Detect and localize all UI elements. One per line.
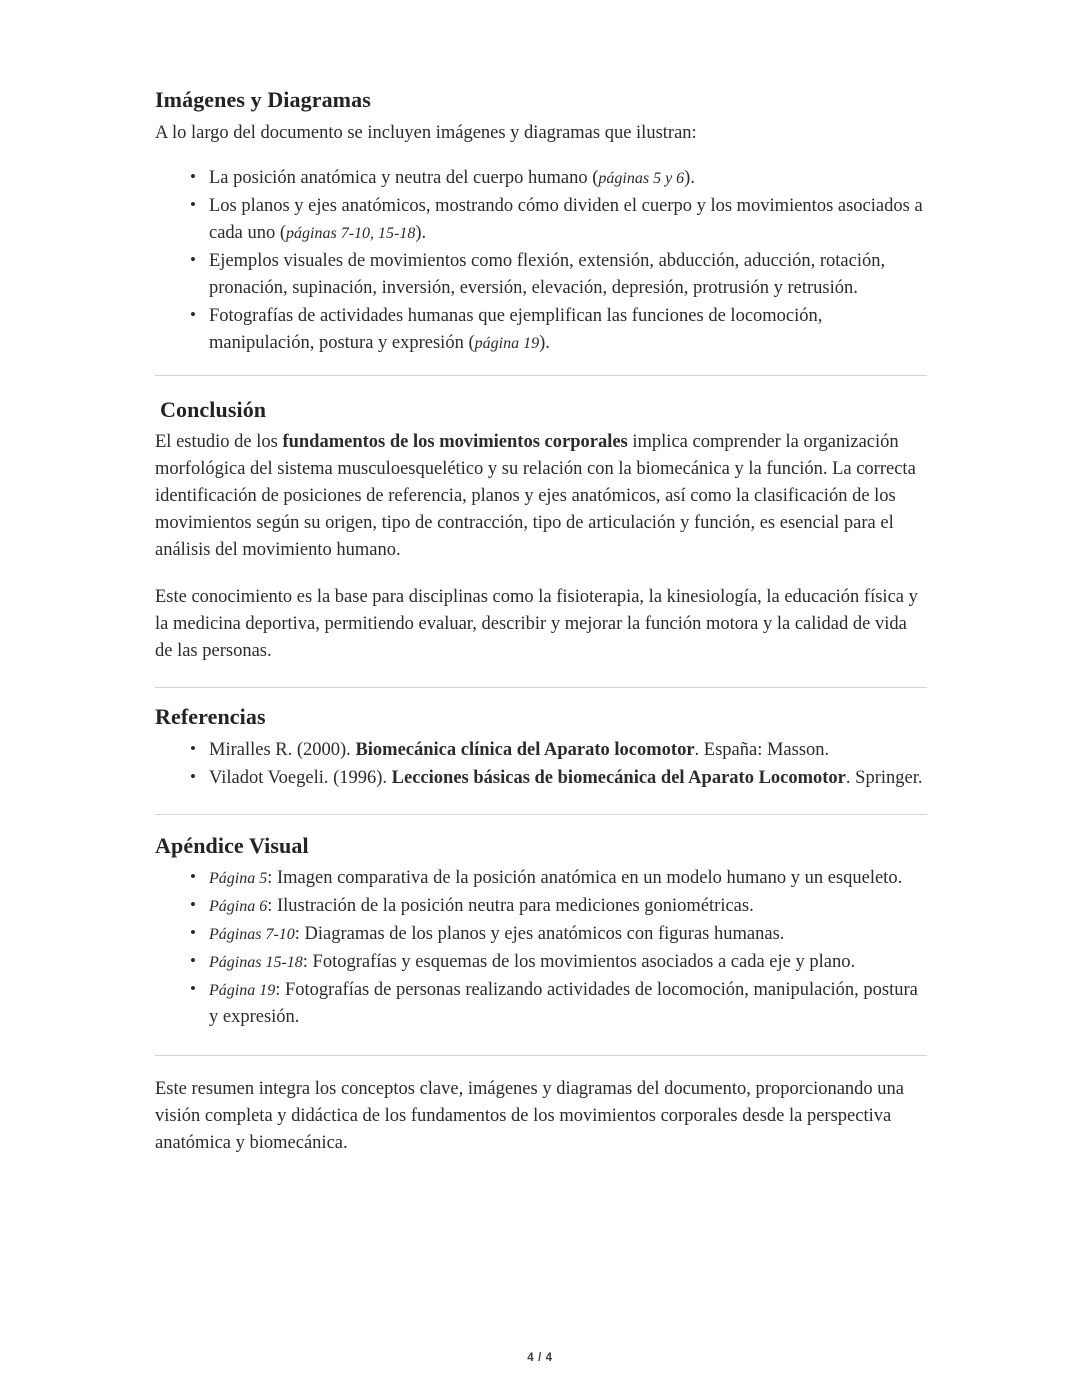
- appendix-text: : Imagen comparativa de la posición anatómica en un modelo humano y un esqueleto.: [267, 868, 903, 888]
- list-item: [155, 303, 927, 357]
- heading-referencias: Referencias: [155, 704, 266, 729]
- list-item: [155, 893, 927, 920]
- list-item: [155, 248, 927, 302]
- bullet-text-suffix: ).: [684, 167, 695, 188]
- page-label: Páginas 15-18: [209, 954, 303, 971]
- horizontal-rule: [155, 687, 927, 688]
- appendix-text: : Fotografías y esquemas de los movimientos asociados a cada eje y plano.: [302, 952, 856, 972]
- page-label: Página 6: [209, 898, 268, 915]
- list-item: [155, 737, 927, 764]
- section-imagenes-y-diagramas: [155, 86, 927, 357]
- closing-paragraph: Este resumen integra los conceptos clave, imágenes y diagramas del documento, proporcionando una visión completa y didáctica de los fundamentos de los movimientos corporales desde la perspectiva anatómica y biomecánica.: [155, 1079, 905, 1153]
- horizontal-rule: [155, 814, 927, 815]
- list-item: [155, 765, 927, 792]
- page-reference: páginas 7-10, 15-18: [286, 224, 416, 242]
- appendix-text: : Diagramas de los planos y ejes anatómicos con figuras humanas.: [294, 924, 785, 944]
- heading-apendice-visual: Apéndice Visual: [155, 832, 309, 858]
- bullet-text-suffix: ).: [539, 332, 550, 353]
- page-label: Página 5: [209, 870, 268, 887]
- bullet-text: Fotografías de actividades humanas que ejemplifican las funciones de locomoción, manipulación, postura y expresión (: [209, 305, 823, 353]
- section-divider-wrap: [155, 687, 927, 688]
- appendix-text: : Fotografías de personas realizando actividades de locomoción, manipulación, postura y expresión.: [209, 980, 918, 1027]
- list-item: [155, 977, 927, 1031]
- page-label: Página 19: [209, 982, 276, 999]
- list-item: [155, 193, 927, 247]
- reference-publisher: . Springer.: [845, 767, 923, 788]
- section-referencias: [155, 703, 927, 792]
- bullet-text: Ejemplos visuales de movimientos como flexión, extensión, abducción, aducción, rotación, pronación, supinación, inversión, eversión, elevación, depresión, protrusión y retrusión.: [209, 250, 886, 298]
- list-item: [155, 865, 927, 892]
- heading-conclusion: Conclusión: [160, 396, 267, 422]
- conclusion-paragraph-2: Este conocimiento es la base para disciplinas como la fisioterapia, la kinesiología, la educación física y la medicina deportiva, permitiendo evaluar, describir y mejorar la función motora y la calidad de vida de las personas.: [155, 587, 918, 661]
- horizontal-rule: [155, 1055, 927, 1056]
- reference-publisher: . España: Masson.: [694, 739, 830, 760]
- page-label: Páginas 7-10: [209, 926, 295, 943]
- bold-term-fundamentos: fundamentos de los movimientos corporales: [282, 432, 628, 452]
- page-reference: páginas 5 y 6: [598, 169, 685, 187]
- section-divider-wrap: [155, 375, 927, 376]
- bullet-text-suffix: ).: [415, 222, 427, 243]
- appendix-text: : Ilustración de la posición neutra para mediciones goniométricas.: [267, 896, 754, 916]
- reference-author: Miralles R. (2000).: [209, 739, 356, 760]
- intro-paragraph-imagenes: A lo largo del documento se incluyen imágenes y diagramas que ilustran:: [155, 122, 697, 143]
- section-conclusion: [155, 396, 927, 666]
- section-apendice-visual: [155, 832, 927, 1032]
- list-item: [155, 165, 927, 192]
- spacer: [155, 147, 927, 161]
- reference-title: Lecciones básicas de biomecánica del Aparato Locomotor: [391, 767, 846, 788]
- bullet-text: Los planos y ejes anatómicos, mostrando cómo dividen el cuerpo y los movimientos asociados a cada uno (: [209, 195, 923, 243]
- heading-imagenes-y-diagramas: Imágenes y Diagramas: [155, 87, 371, 112]
- section-closing: [155, 1076, 927, 1157]
- conclusion-paragraph-1: [155, 429, 927, 564]
- reference-author: Viladot Voegeli. (1996).: [209, 767, 392, 788]
- document-content: [155, 86, 927, 1157]
- paragraph-text-continued: implica comprender la organización morfológica del sistema musculoesquelético y su relación con la biomecánica y la función. La correcta identificación de posiciones de referencia, planos y ejes anatómicos, así como la clasificación de los movimientos según su origen, tipo de contracción, tipo de articulación y función, es esencial para el análisis del movimiento humano.: [155, 432, 916, 560]
- page-reference: página 19: [474, 334, 540, 352]
- section-divider-wrap: [155, 1055, 927, 1056]
- bullet-list-imagenes: [155, 165, 927, 357]
- page-number-footer: 4 / 4: [527, 1352, 553, 1364]
- list-item: [155, 949, 927, 976]
- appendix-list: [155, 865, 927, 1031]
- paragraph-text: El estudio de los: [155, 432, 283, 452]
- section-divider-wrap: [155, 814, 927, 815]
- reference-list: [155, 737, 927, 792]
- horizontal-rule: [155, 375, 927, 376]
- bullet-text: La posición anatómica y neutra del cuerpo humano (: [209, 167, 599, 188]
- list-item: [155, 921, 927, 948]
- reference-title: Biomecánica clínica del Aparato locomotor: [355, 739, 695, 760]
